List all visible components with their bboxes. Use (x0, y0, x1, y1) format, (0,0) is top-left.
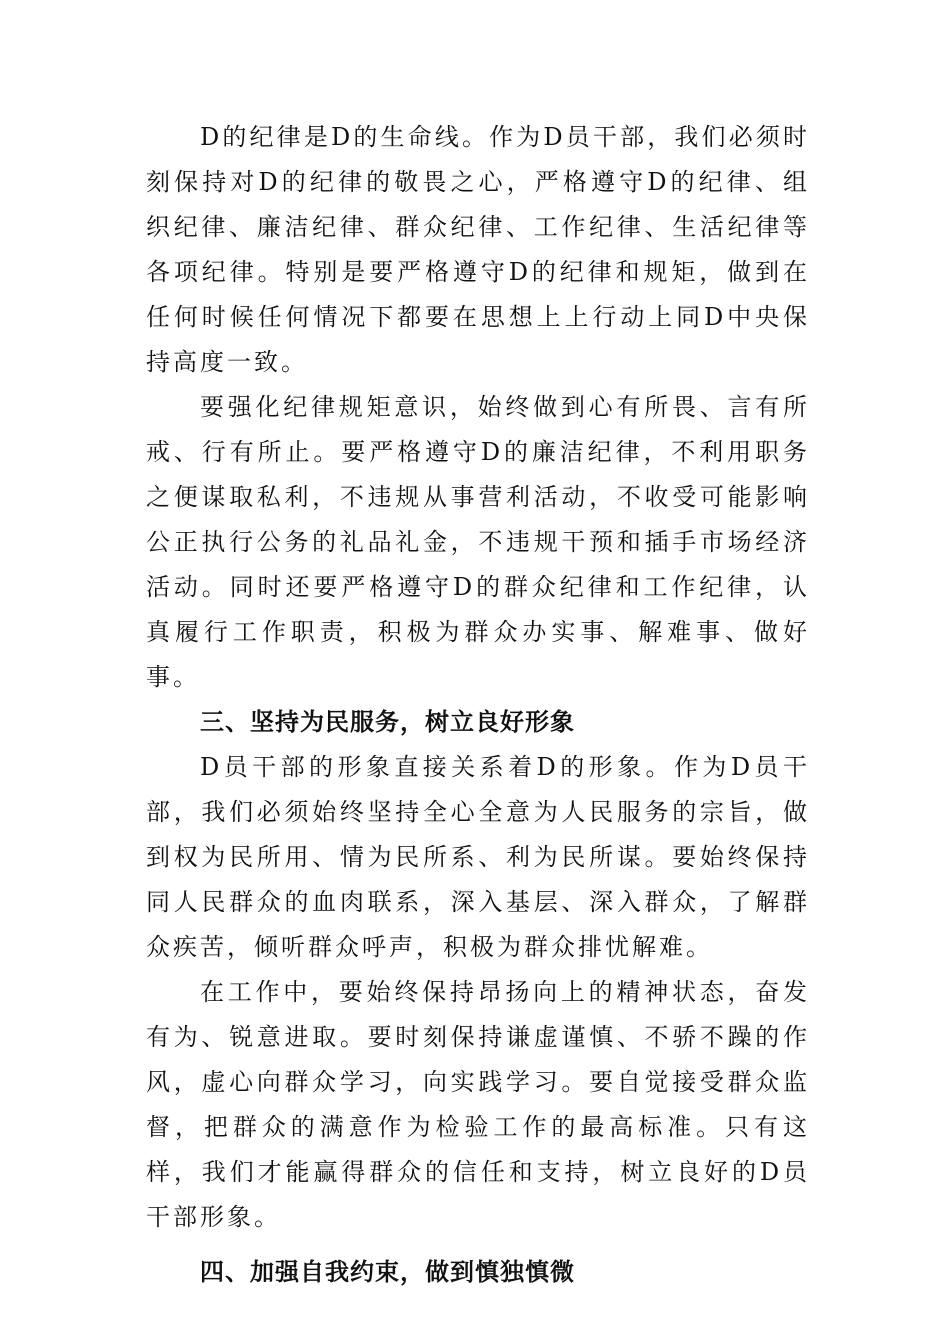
paragraph-cadre-image: D员干部的形象直接关系着D的形象。作为D员干部，我们必须始终坚持全心全意为人民服务的宗旨，做到权为民所用、情为民所系、利为民所谋。要始终保持同人民群众的血肉联系，深入基层、深入群众，了解群众疾苦，倾听群众呼声，积极为群众排忧解难。 (146, 753, 810, 961)
section-gap (146, 1240, 810, 1250)
paragraph-work-spirit: 在工作中，要始终保持昂扬向上的精神状态，奋发有为、锐意进取。要时刻保持谦虚谨慎、不骄不躁的作风，虚心向群众学习，向实践学习。要自觉接受群众监督，把群众的满意作为检验工作的最高标准。只有这样，我们才能赢得群众的信任和支持，树立良好的D员干部形象。 (146, 978, 810, 1231)
paragraph-discipline-lifeline: D的纪律是D的生命线。作为D员干部，我们必须时刻保持对D的纪律的敬畏之心，严格遵守D的纪律、组织纪律、廉洁纪律、群众纪律、工作纪律、生活纪律等各项纪律。特别是要严格遵守D的纪律和规矩，做到在任何时候任何情况下都要在思想上上行动上同D中央保持高度一致。 (146, 123, 810, 376)
section-heading-serve-people: 三、坚持为民服务，树立良好形象 (200, 708, 575, 736)
section-heading-self-restraint: 四、加强自我约束，做到慎独慎微 (200, 1258, 575, 1286)
paragraph-discipline-awareness: 要强化纪律规矩意识，始终做到心有所畏、言有所戒、行有所止。要严格遵守D的廉洁纪律，不利用职务之便谋取私利，不违规从事营利活动，不收受可能影响公正执行公务的礼品礼金，不违规干预和插手市场经济活动。同时还要严格遵守D的群众纪律和工作纪律，认真履行工作职责，积极为群众办实事、解难事、做好事。 (146, 393, 810, 691)
document-body (146, 115, 810, 1295)
